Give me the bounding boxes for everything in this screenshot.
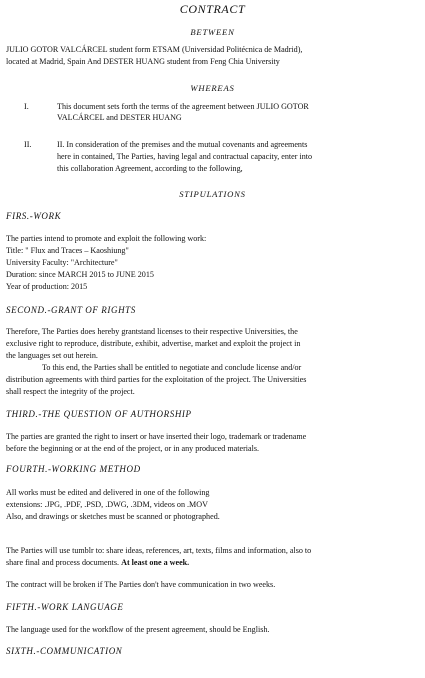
fourth-line-1: All works must be edited and delivered in one of the following bbox=[6, 488, 210, 497]
fourth-line-3: Also, and drawings or sketches must be scanned or photographed. bbox=[6, 512, 220, 521]
first-line-1: The parties intend to promote and exploit the following work: bbox=[6, 234, 207, 243]
clause-i-line-1: This document sets forth the terms of the agreement between JULIO GOTOR bbox=[57, 102, 309, 111]
first-line-3: University Faculty: "Architecture" bbox=[6, 258, 118, 267]
third-line-1: The parties are granted the right to insert or have inserted their logo, trademark or tradename bbox=[6, 432, 307, 441]
section-fourth-heading: FOURTH.-WORKING METHOD bbox=[6, 464, 141, 474]
tumblr-line-1: The Parties will use tumblr to: share ideas, references, art, texts, films and information, also to bbox=[6, 546, 312, 555]
tumblr-line-2 bbox=[6, 558, 189, 569]
first-line-2: Title: " Flux and Traces – Kaoshiung" bbox=[6, 246, 129, 255]
first-line-4: Duration: since MARCH 2015 to JUNE 2015 bbox=[6, 270, 154, 279]
second-line-5: distribution agreements with third parties for the exploitation of the project. The Universities bbox=[6, 375, 307, 384]
second-line-2: exclusive right to reproduce, distribute, exhibit, advertise, market and exploit the project in bbox=[6, 339, 301, 348]
whereas-heading: WHEREAS bbox=[190, 83, 235, 93]
section-sixth-heading: SIXTH.-COMMUNICATION bbox=[6, 646, 123, 656]
fourth-line-2: extensions: .JPG, .PDF, .PSD, .DWG, .3DM, videos on .MOV bbox=[6, 500, 208, 509]
second-line-1: Therefore, The Parties does hereby grantstand licenses to their respective Universities, the bbox=[6, 327, 298, 336]
parties-line-2: located at Madrid, Spain And DESTER HUANG student from Feng Chia University bbox=[6, 57, 280, 66]
clause-i-line-2: VALCÁRCEL and DESTER HUANG bbox=[57, 113, 182, 122]
tumblr-emphasis: At least one a week. bbox=[121, 558, 190, 567]
clause-ii-number: II. bbox=[24, 140, 32, 149]
second-line-3: the languages set out herein. bbox=[6, 351, 98, 360]
section-third-heading: THIRD.-THE QUESTION OF AUTHORSHIP bbox=[6, 409, 192, 419]
section-first-heading: FIRS.-WORK bbox=[6, 211, 62, 221]
clause-ii-line-3: this collaboration Agreement, according to the following, bbox=[57, 164, 243, 173]
contract-title: CONTRACT bbox=[179, 2, 246, 16]
fifth-line-1: The language used for the workflow of the present agreement, should be English. bbox=[6, 625, 270, 634]
first-line-5: Year of production: 2015 bbox=[6, 282, 88, 291]
between-heading: BETWEEN bbox=[190, 27, 235, 37]
second-line-6: shall respect the integrity of the project. bbox=[6, 387, 135, 396]
section-fifth-heading: FIFTH.-WORK LANGUAGE bbox=[6, 602, 124, 612]
second-line-4: To this end, the Parties shall be entitled to negotiate and conclude license and/or bbox=[42, 363, 302, 372]
clause-ii-line-2: here in contained, The Parties, having legal and contractual capacity, enter into bbox=[57, 152, 313, 161]
stipulations-heading: STIPULATIONS bbox=[179, 189, 246, 199]
broken-line: The contract will be broken if The Parties don't have communication in two weeks. bbox=[6, 580, 276, 589]
clause-i-number: I. bbox=[24, 102, 29, 111]
section-second-heading: SECOND.-GRANT OF RIGHTS bbox=[6, 305, 136, 315]
tumblr-line-2-text: share final and process documents. bbox=[6, 558, 120, 567]
third-line-2: before the beginning or at the end of the project, or in any produced materials. bbox=[6, 444, 260, 453]
parties-line-1: JULIO GOTOR VALCÁRCEL student form ETSAM (Universidad Politécnica de Madrid), bbox=[6, 45, 303, 54]
clause-ii-line-1: II. In consideration of the premises and the mutual covenants and agreements bbox=[57, 140, 308, 149]
